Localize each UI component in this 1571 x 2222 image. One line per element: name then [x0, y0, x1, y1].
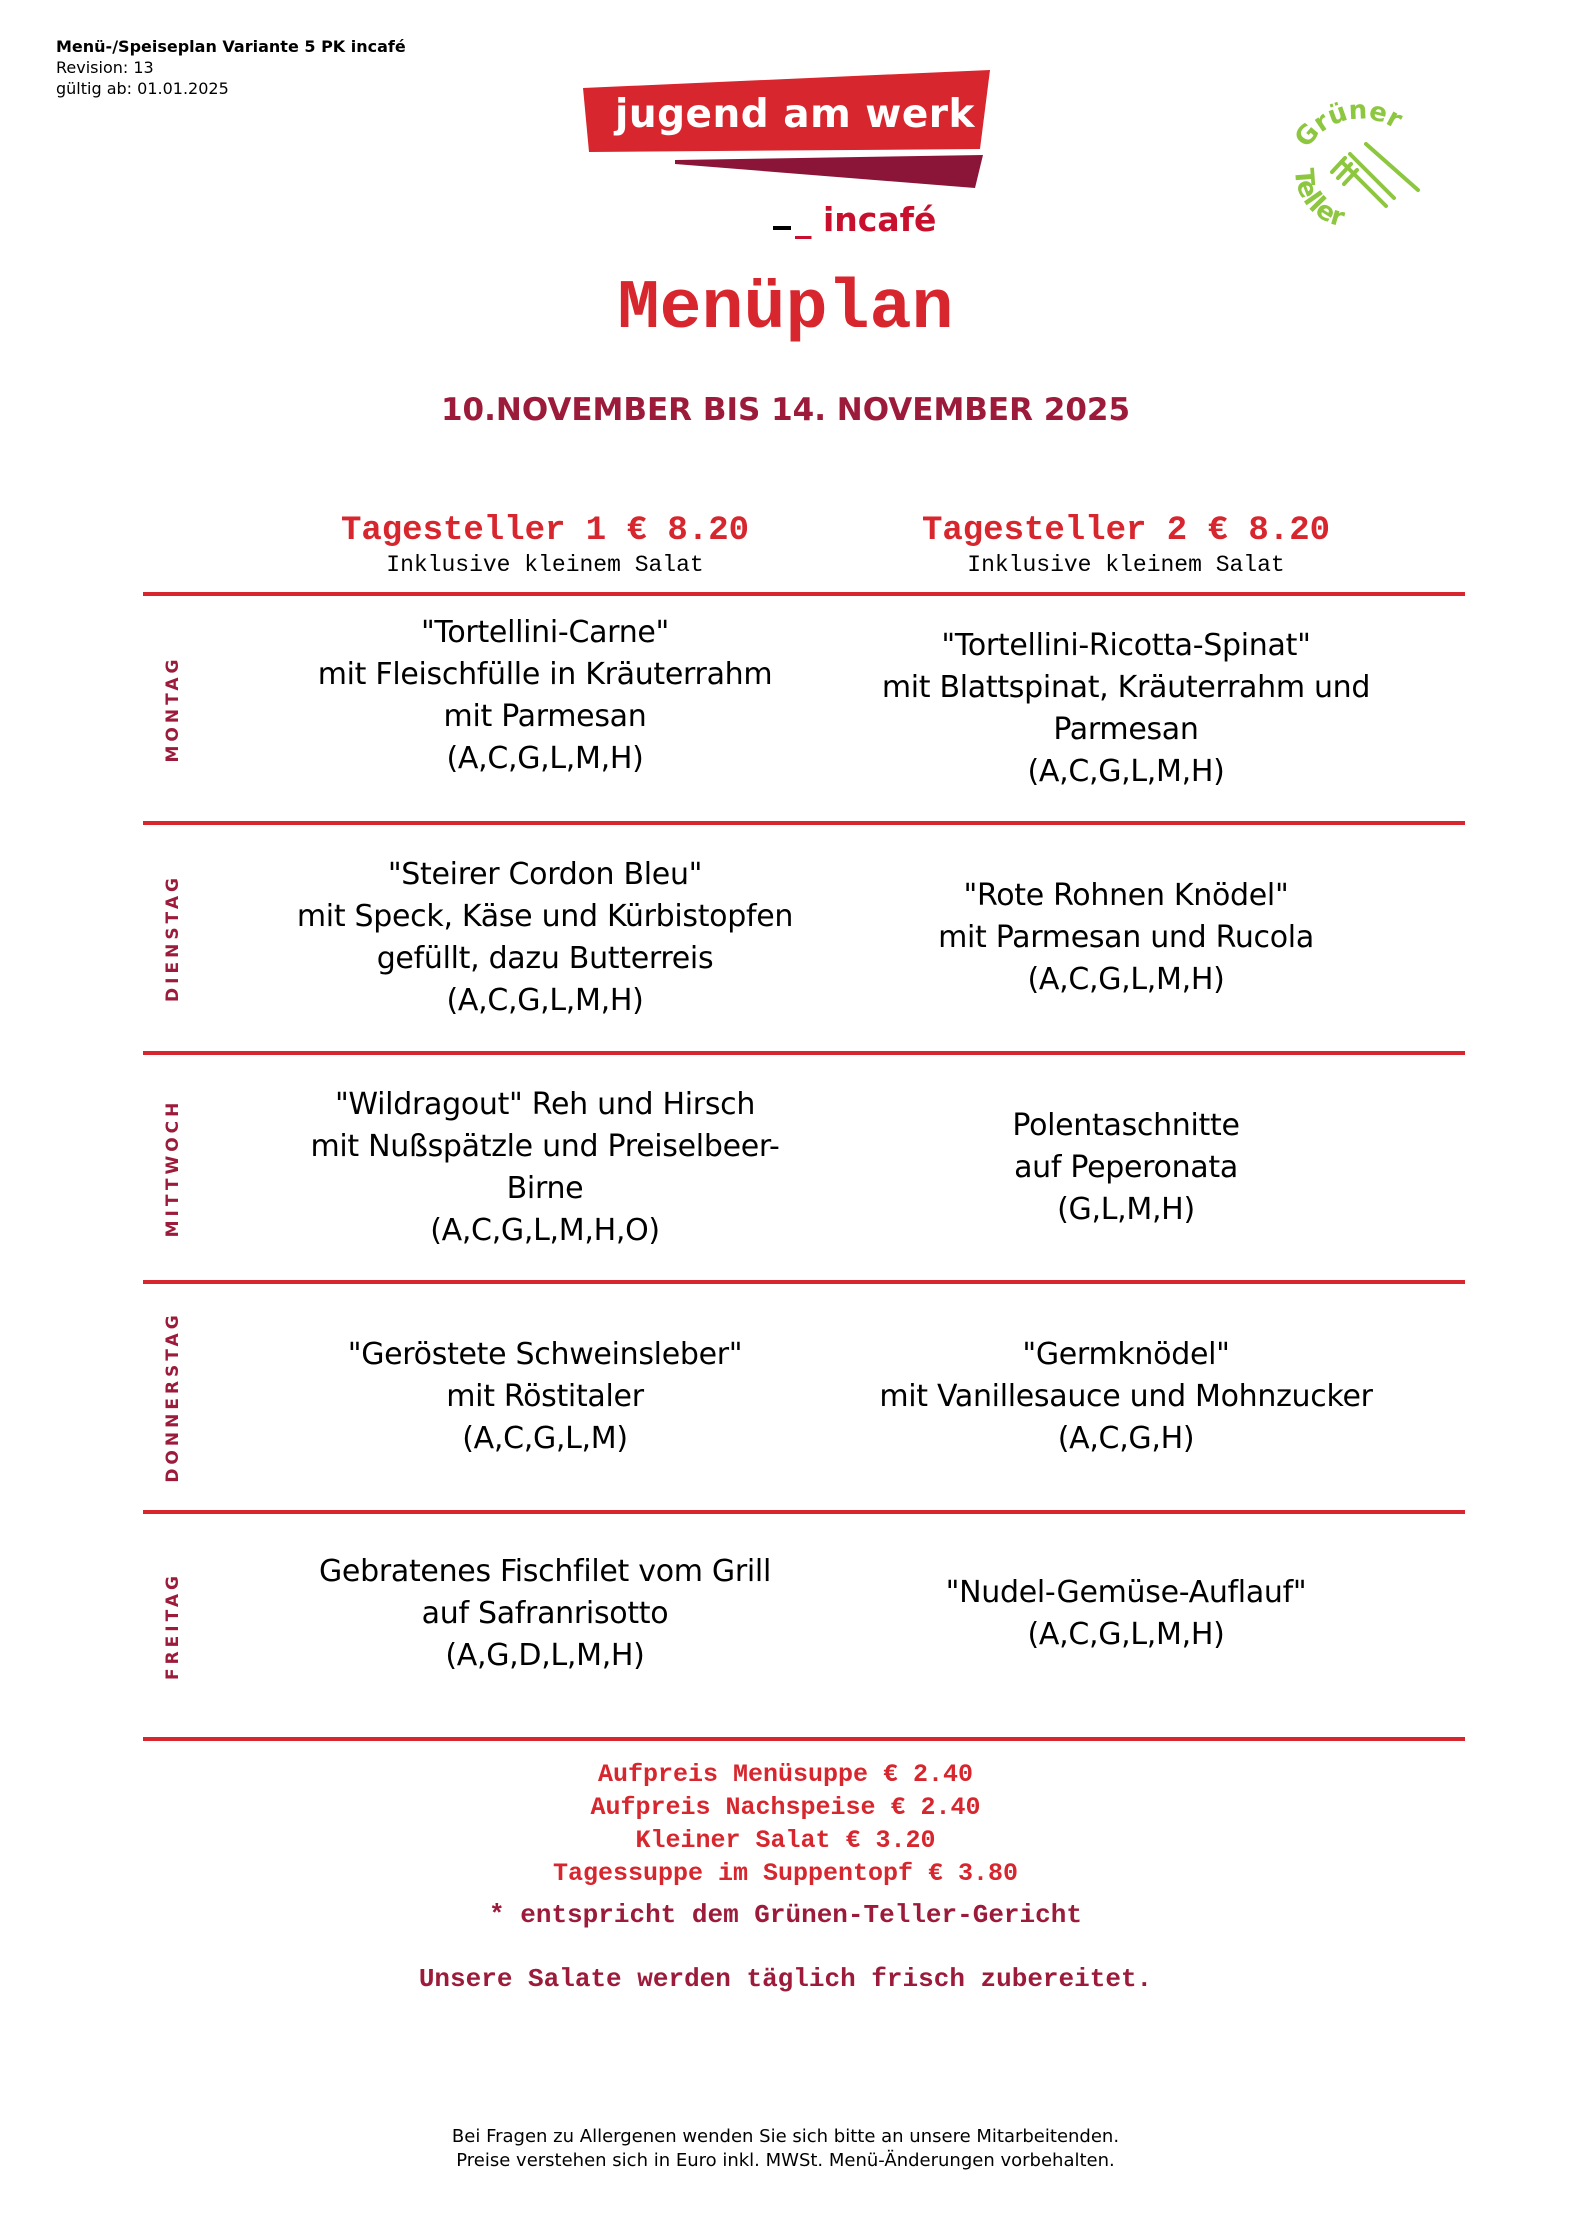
plan-name: Menü-/Speiseplan Variante 5 PK incafé — [56, 37, 406, 56]
day-label-monday: MONTAG — [163, 655, 183, 762]
day-label-tuesday: DIENSTAG — [163, 874, 183, 1002]
column-header-1 — [265, 512, 825, 578]
dish-line: Gebratenes Fischfilet vom Grill — [318, 1554, 771, 1589]
dish-line: mit Fleischfülle in Kräuterrahm — [317, 657, 773, 692]
allergens: (A,C,G,L,M,H) — [1027, 962, 1225, 997]
menu-cell — [846, 1514, 1406, 1714]
dish-line: gefüllt, dazu Butterreis — [376, 941, 714, 976]
dish-line: "Tortellini-Carne" — [420, 615, 670, 650]
divider — [143, 1737, 1465, 1741]
allergens: (A,C,G,L,M,H) — [446, 741, 644, 776]
dish-line: mit Nußspätzle und Preiselbeer- — [310, 1128, 780, 1164]
allergens: (A,C,G,L,M,H) — [1027, 753, 1225, 789]
dish-line: mit Röstitaler — [446, 1379, 644, 1414]
document-meta — [56, 36, 406, 99]
gruener-teller-logo-icon — [1270, 92, 1440, 242]
column-header-2 — [846, 512, 1406, 578]
allergens: (A,G,D,L,M,H) — [445, 1638, 645, 1673]
dish-line: auf Safranrisotto — [421, 1596, 669, 1631]
menu-cell — [846, 596, 1406, 821]
dish-line: mit Parmesan und Rucola — [938, 920, 1314, 955]
extras-section — [0, 1758, 1571, 1994]
dish-line: Birne — [506, 1170, 584, 1206]
green-logo-line2: Teller — [1288, 167, 1348, 234]
dish-line: Parmesan — [1053, 711, 1199, 747]
green-logo-line1: Grüner — [1289, 95, 1408, 154]
menu-cell — [265, 1284, 825, 1510]
menu-cell — [846, 825, 1406, 1051]
svg-text:Grüner — [1289, 95, 1407, 153]
dish-line: "Wildragout" Reh und Hirsch — [334, 1086, 756, 1122]
dish-line: mit Parmesan — [443, 699, 647, 734]
dish-line: mit Vanillesauce und Mohnzucker — [879, 1379, 1373, 1414]
extra-price: Aufpreis Menüsuppe € 2.40 — [597, 1760, 974, 1789]
day-label-wednesday: MITTWOCH — [163, 1098, 183, 1237]
menu-cell — [265, 1055, 825, 1280]
dish-line: mit Speck, Käse und Kürbistopfen — [296, 899, 794, 934]
dish-line: mit Blattspinat, Kräuterrahm und — [881, 669, 1371, 705]
allergens: (A,C,G,L,M) — [462, 1421, 628, 1456]
allergens: (G,L,M,H) — [1057, 1191, 1195, 1227]
day-label-friday: FREITAG — [163, 1571, 183, 1680]
green-teller-note: * entspricht dem Grünen-Teller-Gericht — [489, 1900, 1082, 1930]
salad-note: Unsere Salate werden täglich frisch zubereitet. — [418, 1964, 1153, 1994]
column-2-title: Tagesteller 2 € 8.20 — [921, 512, 1331, 550]
revision: Revision: 13 — [56, 58, 154, 77]
dish-line: Polentaschnitte — [1012, 1107, 1240, 1143]
allergens: (A,C,G,L,M,H) — [446, 983, 644, 1018]
column-1-subtitle: Inklusive kleinem Salat — [386, 552, 704, 578]
menu-cell — [265, 1514, 825, 1714]
extra-price: Kleiner Salat € 3.20 — [635, 1826, 936, 1855]
menu-cell — [846, 1284, 1406, 1510]
extra-price: Aufpreis Nachspeise € 2.40 — [590, 1793, 981, 1822]
allergens: (A,C,G,L,M,H) — [1027, 1617, 1225, 1652]
column-2-subtitle: Inklusive kleinem Salat — [967, 552, 1285, 578]
dish-line: "Nudel-Gemüse-Auflauf" — [945, 1575, 1307, 1610]
allergens: (A,C,G,H) — [1057, 1421, 1195, 1456]
logo-sub-text: _ incafé — [795, 200, 937, 239]
dish-line: "Tortellini-Ricotta-Spinat" — [941, 627, 1311, 663]
page-title: Menüplan — [617, 270, 954, 349]
menu-cell — [846, 1055, 1406, 1280]
menu-cell — [265, 825, 825, 1051]
footer-line: Preise verstehen sich in Euro inkl. MWSt. Menü-Änderungen vorbehalten. — [456, 2150, 1115, 2171]
dish-line: auf Peperonata — [1014, 1149, 1238, 1185]
extra-price: Tagessuppe im Suppentopf € 3.80 — [552, 1859, 1019, 1888]
allergens: (A,C,G,L,M,H,O) — [430, 1212, 660, 1248]
footer-line: Bei Fragen zu Allergenen wenden Sie sich bitte an unsere Mitarbeitenden. — [451, 2126, 1120, 2147]
dish-line: "Steirer Cordon Bleu" — [387, 857, 703, 892]
logo-brand-text: jugend am werk _ — [615, 92, 975, 182]
dish-line: "Germknödel" — [1022, 1337, 1230, 1372]
date-range: 10.NOVEMBER BIS 14. NOVEMBER 2025 — [440, 392, 1131, 428]
valid-from: gültig ab: 01.01.2025 — [56, 79, 229, 98]
column-1-title: Tagesteller 1 € 8.20 — [340, 512, 750, 550]
menu-cell — [265, 596, 825, 796]
dish-line: "Geröstete Schweinsleber" — [347, 1337, 743, 1372]
jugend-am-werk-logo — [583, 70, 993, 250]
day-label-thursday: DONNERSTAG — [163, 1311, 183, 1483]
dish-line: "Rote Rohnen Knödel" — [963, 878, 1289, 913]
footer — [0, 2125, 1571, 2173]
